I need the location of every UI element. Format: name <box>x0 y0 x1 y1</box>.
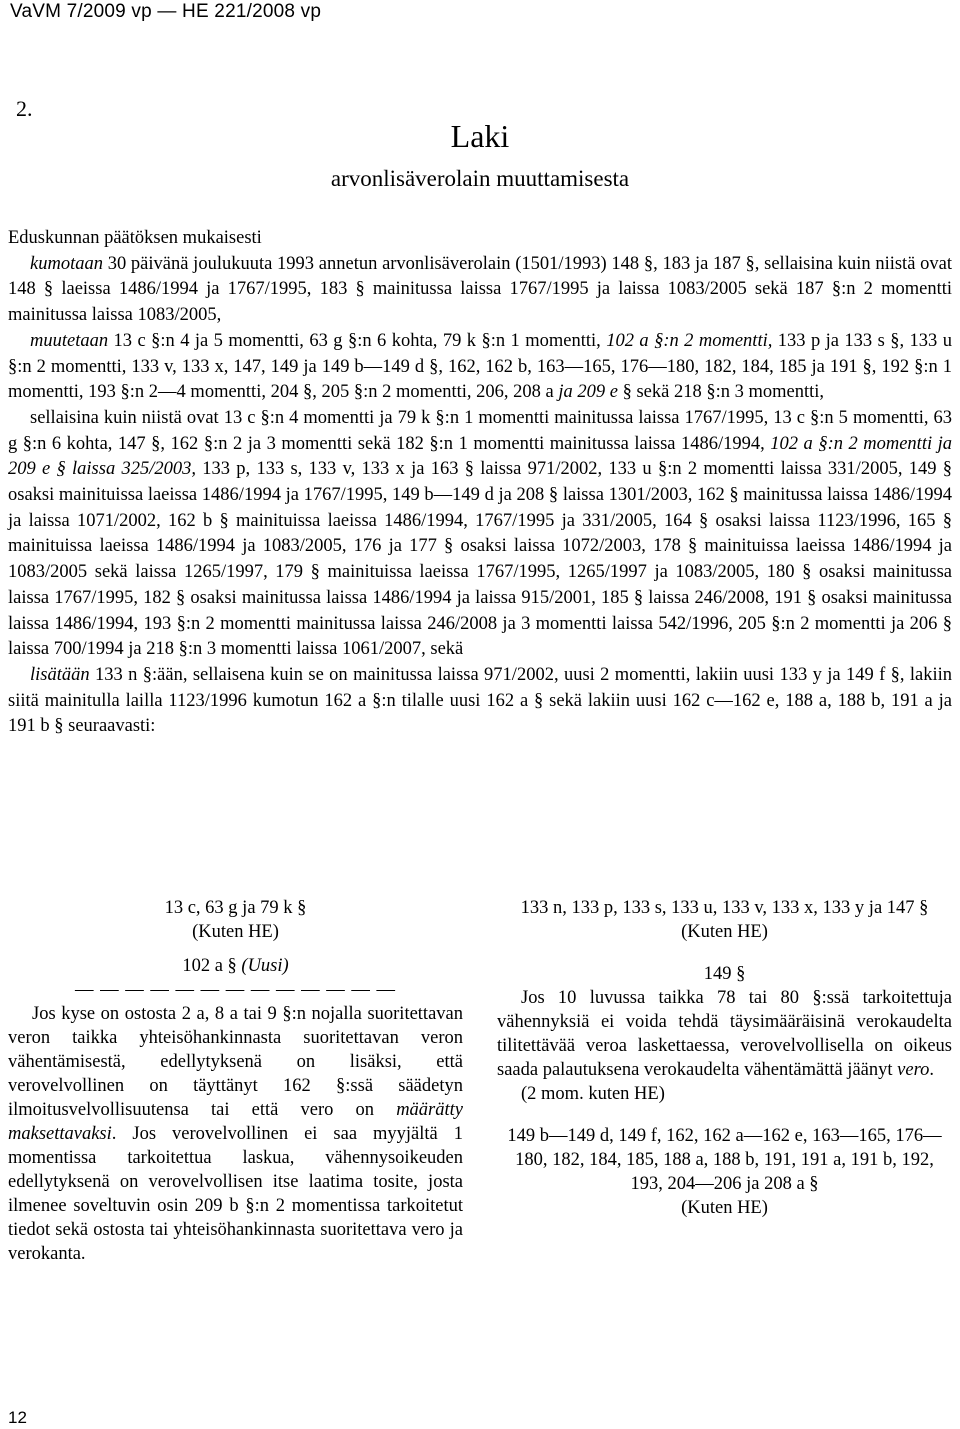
muutetaan-italic-2: ja 209 e <box>558 382 618 403</box>
body-149-italic: vero <box>897 1060 930 1080</box>
preamble-kumotaan <box>8 252 952 329</box>
section-note-149: (2 mom. kuten HE) <box>521 1084 665 1104</box>
section-heading-149: 149 § <box>703 964 746 984</box>
section-note-102a: (Uusi) <box>241 956 289 976</box>
law-subtitle: arvonlisäverolain muuttamisesta <box>330 166 630 191</box>
muutetaan-text-3: § sekä 218 §:n 3 momentti, <box>617 382 825 403</box>
body-149-text-2: . <box>929 1060 934 1080</box>
keyword-kumotaan: kumotaan <box>30 253 103 274</box>
section-note-133n: (Kuten HE) <box>681 922 768 942</box>
section-number-102a: 102 a § <box>182 956 242 976</box>
document-header: VaVM 7/2009 vp — HE 221/2008 vp <box>10 1 322 22</box>
section-body-149 <box>497 986 952 1082</box>
page-number: 12 <box>8 1408 27 1427</box>
right-column <box>497 896 952 1220</box>
body-102a-italic: määrätty maksettavaksi <box>8 1100 463 1144</box>
section-note-13c: (Kuten HE) <box>192 922 279 942</box>
left-column <box>8 896 463 1266</box>
preamble-sellaisina <box>8 406 952 663</box>
lisataan-text: 133 n §:ään, sellaisena kuin se on mainitussa laissa 971/2002, uusi 2 momentti, lakiin uusi 133 y ja 149 f §, lakiin siitä mainitulla lailla 1123/1996 kumotun 162 a §:n tilalle uusi 162 a § sekä lakiin uusi 162 c—162 e, 188 a, 188 b, 191 a ja 191 b § seuraavasti: <box>8 664 952 737</box>
omission-dashes: — — — — — — — — — — — — — <box>75 980 396 1000</box>
keyword-lisataan: lisätään <box>30 664 90 685</box>
section-heading-149b: 149 b—149 d, 149 f, 162, 162 a—162 e, 163—165, 176—180, 182, 184, 185, 188 a, 188 b, 191, 191 a, 191 b, 192, 193, 204—206 ja 208 a § <box>507 1126 942 1194</box>
body-149-text-1: Jos 10 luvussa taikka 78 tai 80 §:ssä tarkoitettuja vähennyksiä ei voida tehdä täysimääräisinä verokaudelta tilitettävää veroa laskettaessa, verovelvollisella on oikeus saada palautuksena verokaudelta vähentämättä jäänyt <box>497 988 952 1080</box>
section-heading-102a <box>8 954 463 978</box>
law-title: Laki <box>450 118 510 154</box>
keyword-muutetaan: muutetaan <box>30 330 109 351</box>
muutetaan-text-2: 133 p ja 133 s §, 133 u §:n 2 momentti, 133 v, 133 x, 147, 149 ja 149 b—149 d §, 162, 162 b, 163—165, 176—180, 182, 184, 185 ja 191 §, 192 §:n 1 momentti, 193 §:n 2—4 momentti, 204 §, 205 §:n 2 momentti, 206, 208 a <box>8 330 952 403</box>
section-heading-133n: 133 n, 133 p, 133 s, 133 u, 133 v, 133 x, 133 y ja 147 § <box>520 898 929 918</box>
section-body-102a <box>8 1002 463 1266</box>
sellaisina-text-1: sellaisina kuin niistä ovat 13 c §:n 4 momentti ja 79 k §:n 1 momentti mainitussa laissa 1767/1995, 13 c §:n 5 momentti, 63 g §:n 6 kohta, 147 §, 162 §:n 2 ja 3 momentti sekä 182 §:n 1 momentti mainitussa laissa 1486/1994, <box>8 407 952 454</box>
preamble-intro: Eduskunnan päätöksen mukaisesti <box>8 228 262 248</box>
sellaisina-text-2: 133 p, 133 s, 133 v, 133 x ja 163 § laissa 971/2002, 133 u §:n 2 momentti laissa 331/2005, 149 § osaksi mainituissa laeissa 1486/1994 ja 1767/1995, 149 b—149 d ja 208 § laissa 1301/2003, 162 § mainitussa laissa 1486/1994 ja laissa 1071/2002, 162 b § mainituissa laeissa 1486/1994, 1767/1995 ja 331/2005, 164 § osaksi laissa 1123/1996, 165 § mainituissa laeissa 1486/1994 ja 1083/2005, 176 ja 177 § osaksi laissa 1072/2003, 178 § mainituissa laeissa 1486/1994 ja 1083/2005 sekä laissa 1265/1997, 179 § mainituissa laeissa 1767/1995, 1265/1997 ja 1083/2005, 180 § osaksi mainitussa laissa 1767/1995, 182 § osaksi mainitussa laissa 1486/1994 ja laissa 915/2001, 185 § laissa 246/2008, 191 § osaksi mainitussa laissa 1486/1994, 193 §:n 2 momentti mainitussa laissa 246/2008 ja 3 momentti laissa 542/1996, 205 §:n 2 momentti ja 206 § laissa 700/1994 ja 218 §:n 3 momentti laissa 1061/2007, sekä <box>8 459 952 660</box>
section-note-149b: (Kuten HE) <box>681 1198 768 1218</box>
body-102a-text-2: . Jos verovelvollinen ei saa myyjältä 1 momentissa tarkoitettua laskua, vähennysoikeuden edellytyksenä on verovelvollisen itse laatima tosite, josta ilmenee soveltuvin osin 209 b §:n 2 momentissa tarkoitetut tiedot sekä ostosta tai yhteisöhankinnasta suoritettava vero ja verokanta. <box>8 1124 463 1264</box>
sellaisina-italic: 102 a §:n 2 momentti ja 209 e § laissa 325/2003, <box>8 433 953 480</box>
preamble-muutetaan <box>8 329 952 406</box>
section-number: 2. <box>16 96 33 121</box>
muutetaan-text-1: 13 c §:n 4 ja 5 momentti, 63 g §:n 6 kohta, 79 k §:n 1 momentti, <box>108 330 607 351</box>
body-102a-text-1: Jos kyse on ostosta 2 a, 8 a tai 9 §:n nojalla suoritettavan veron taikka yhteisöhankinnasta suoritettavan veron vähentämisestä, edellytyksenä on lisäksi, että verovelvollinen on täyttänyt 162 §:ssä säädetyn ilmoitusvelvollisuutensa tai että vero on <box>8 1004 463 1120</box>
preamble <box>8 226 952 740</box>
preamble-lisataan <box>8 663 952 740</box>
kumotaan-text: 30 päivänä joulukuuta 1993 annetun arvonlisäverolain (1501/1993) 148 §, 183 ja 187 §, sellaisina kuin niistä ovat 148 § laeissa 1486/1994 ja 1767/1995, 183 § mainitussa laissa 1767/1995 ja laissa 1083/2005 sekä 187 §:n 2 momentti mainitussa laissa 1083/2005, <box>8 253 952 326</box>
muutetaan-italic-1: 102 a §:n 2 momentti, <box>606 330 773 351</box>
section-heading-13c: 13 c, 63 g ja 79 k § <box>164 898 307 918</box>
